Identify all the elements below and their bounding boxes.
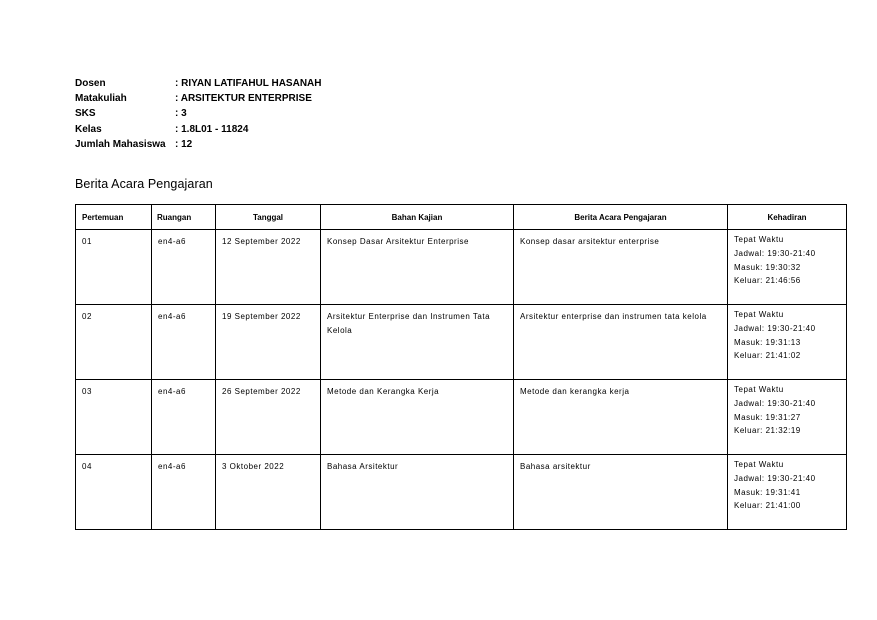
info-row-jumlah-mahasiswa (75, 137, 321, 152)
info-row-kelas (75, 122, 321, 137)
info-label: Kelas (75, 123, 102, 135)
cell-berita-acara: Metode dan kerangka kerja (514, 380, 728, 455)
info-row-matakuliah (75, 91, 321, 106)
kehadiran-masuk: Masuk: 19:31:13 (734, 337, 801, 347)
cell-tanggal: 19 September 2022 (216, 305, 321, 380)
kehadiran-masuk: Masuk: 19:31:41 (734, 487, 801, 497)
kehadiran-jadwal: Jadwal: 19:30-21:40 (734, 473, 816, 483)
cell-berita-acara: Arsitektur enterprise dan instrumen tata kelola (514, 305, 728, 380)
kehadiran-masuk: Masuk: 19:30:32 (734, 262, 801, 272)
column-header-berita-acara: Berita Acara Pengajaran (514, 205, 728, 230)
section-title: Berita Acara Pengajaran (75, 177, 213, 191)
column-header-bahan-kajian: Bahan Kajian (321, 205, 514, 230)
column-header-ruangan: Ruangan (152, 205, 216, 230)
info-row-sks (75, 106, 321, 121)
cell-kehadiran (728, 305, 847, 380)
kehadiran-masuk: Masuk: 19:31:27 (734, 412, 801, 422)
cell-bahan-kajian: Arsitektur Enterprise dan Instrumen Tata Kelola (321, 305, 514, 380)
kehadiran-status: Tepat Waktu (734, 460, 784, 469)
course-info (75, 76, 321, 152)
kehadiran-status: Tepat Waktu (734, 235, 784, 244)
cell-ruangan: en4-a6 (152, 230, 216, 305)
table-row (76, 305, 847, 380)
info-value: : RIYAN LATIFAHUL HASANAH (175, 78, 322, 89)
info-value: : ARSITEKTUR ENTERPRISE (175, 93, 312, 105)
cell-berita-acara: Konsep dasar arsitektur enterprise (514, 230, 728, 305)
cell-tanggal: 3 Oktober 2022 (216, 455, 321, 530)
info-label: SKS (75, 108, 96, 120)
cell-kehadiran (728, 380, 847, 455)
cell-bahan-kajian: Bahasa Arsitektur (321, 455, 514, 530)
column-header-kehadiran: Kehadiran (728, 205, 847, 230)
info-value: : 1.8L01 - 11824 (175, 123, 249, 135)
table-row (76, 230, 847, 305)
cell-ruangan: en4-a6 (152, 380, 216, 455)
cell-pertemuan: 03 (76, 380, 152, 455)
cell-bahan-kajian: Konsep Dasar Arsitektur Enterprise (321, 230, 514, 305)
cell-kehadiran (728, 230, 847, 305)
info-label: Dosen (75, 78, 106, 89)
kehadiran-keluar: Keluar: 21:41:00 (734, 501, 801, 511)
kehadiran-keluar: Keluar: 21:41:02 (734, 351, 801, 361)
info-value: : 3 (175, 108, 187, 120)
cell-tanggal: 12 September 2022 (216, 230, 321, 305)
table-row (76, 455, 847, 530)
cell-pertemuan: 04 (76, 455, 152, 530)
table-header-row (76, 205, 847, 230)
info-value: : 12 (175, 138, 193, 150)
column-header-tanggal: Tanggal (216, 205, 321, 230)
info-label: Jumlah Mahasiswa (75, 138, 166, 150)
column-header-pertemuan: Pertemuan (76, 205, 152, 230)
cell-ruangan: en4-a6 (152, 305, 216, 380)
kehadiran-keluar: Keluar: 21:32:19 (734, 426, 801, 436)
info-row-dosen (75, 76, 321, 91)
cell-bahan-kajian: Metode dan Kerangka Kerja (321, 380, 514, 455)
cell-tanggal: 26 September 2022 (216, 380, 321, 455)
table-row (76, 380, 847, 455)
cell-ruangan: en4-a6 (152, 455, 216, 530)
cell-berita-acara: Bahasa arsitektur (514, 455, 728, 530)
cell-kehadiran (728, 455, 847, 530)
berita-acara-table (75, 204, 847, 530)
kehadiran-jadwal: Jadwal: 19:30-21:40 (734, 248, 816, 258)
kehadiran-jadwal: Jadwal: 19:30-21:40 (734, 323, 816, 333)
cell-pertemuan: 02 (76, 305, 152, 380)
kehadiran-status: Tepat Waktu (734, 310, 784, 319)
cell-pertemuan: 01 (76, 230, 152, 305)
kehadiran-status: Tepat Waktu (734, 385, 784, 394)
kehadiran-keluar: Keluar: 21:46:56 (734, 276, 801, 286)
info-label: Matakuliah (75, 93, 127, 105)
kehadiran-jadwal: Jadwal: 19:30-21:40 (734, 398, 816, 408)
